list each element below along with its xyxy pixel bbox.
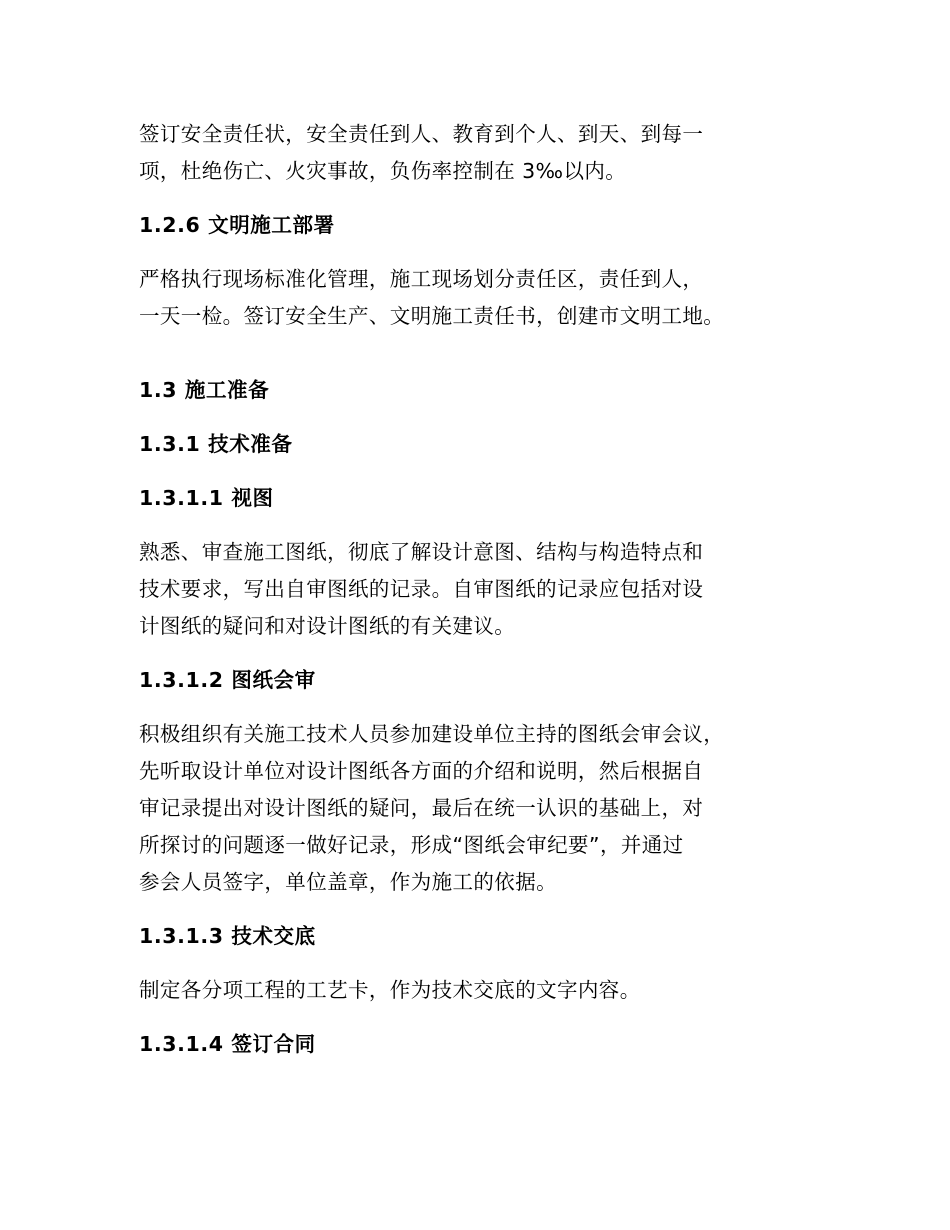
text-line: 参会人员签字，单位盖章，作为施工的依据。 [139,870,557,894]
text-line: 熟悉、审查施工图纸，彻底了解设计意图、结构与构造特点和 [139,540,704,564]
heading-1-3-1-3: 1.3.1.3 技术交底 [139,924,316,948]
text-line: 签订安全责任状，安全责任到人、教育到个人、到天、到每一 [139,122,704,146]
text-line: 积极组织有关施工技术人员参加建设单位主持的图纸会审会议， [139,722,725,746]
text-line: 一天一检。签订安全生产、文明施工责任书，创建市文明工地。 [139,304,725,328]
paragraph-technical-briefing [139,972,819,1009]
heading-1-3-1-4: 1.3.1.4 签订合同 [139,1032,316,1056]
text-line: 审记录提出对设计图纸的疑问，最后在统一认识的基础上，对 [139,796,704,820]
paragraph-safety-responsibility [139,116,819,190]
text-line: 严格执行现场标准化管理，施工现场划分责任区，责任到人， [139,267,704,291]
paragraph-joint-review [139,716,819,901]
text-line: 项，杜绝伤亡、火灾事故，负伤率控制在 3‰以内。 [139,159,627,183]
text-line: 先听取设计单位对设计图纸各方面的介绍和说明，然后根据自 [139,759,704,783]
heading-1-3-1-2: 1.3.1.2 图纸会审 [139,668,316,692]
text-line: 计图纸的疑问和对设计图纸的有关建议。 [139,614,516,638]
paragraph-drawing-review [139,534,819,645]
heading-1-3: 1.3 施工准备 [139,378,270,402]
text-line: 制定各分项工程的工艺卡，作为技术交底的文字内容。 [139,978,641,1002]
heading-1-3-1-1: 1.3.1.1 视图 [139,486,274,510]
text-line: 所探讨的问题逐一做好记录，形成“图纸会审纪要”，并通过 [139,833,684,857]
document-page [139,116,819,1063]
text-line: 技术要求，写出自审图纸的记录。自审图纸的记录应包括对设 [139,577,704,601]
paragraph-civilized-construction [139,261,819,335]
heading-1-3-1: 1.3.1 技术准备 [139,432,293,456]
heading-1-2-6: 1.2.6 文明施工部署 [139,213,335,237]
